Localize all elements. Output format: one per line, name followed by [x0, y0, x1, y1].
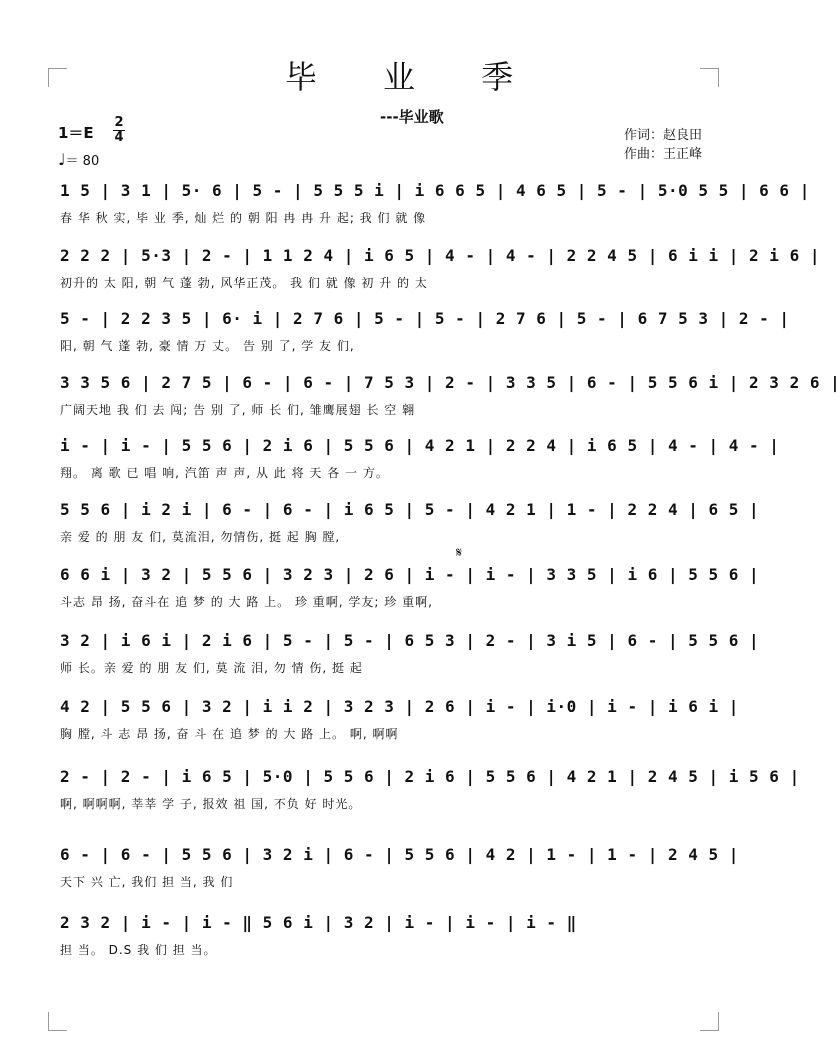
key-signature: 1＝E: [58, 124, 94, 142]
notes-line: 2 3 2 | i - | i - ‖ 5 6 i | 3 2 | i - | i - | i - ‖: [60, 913, 577, 932]
notes-line: i - | i - | 5 5 6 | 2 i 6 | 5 5 6 | 4 2 1 | 2 2 4 | i 6 5 | 4 - | 4 - |: [60, 436, 780, 455]
lyrics-line: 翔。 离 歌 已 唱 响, 汽笛 声 声, 从 此 将 天 各 一 方。: [60, 466, 389, 480]
lyrics-line: 胸 膛, 斗 志 昂 扬, 奋 斗 在 追 梦 的 大 路 上。 啊, 啊啊: [60, 727, 399, 741]
time-signature-top: 2: [114, 115, 124, 130]
notes-line: 6 - | 6 - | 5 5 6 | 3 2 i | 6 - | 5 5 6 | 4 2 | 1 - | 1 - | 2 4 5 |: [60, 845, 739, 864]
notes-line: 2 2 2 | 5·3 | 2 - | 1 1 2 4 | i 6 5 | 4 - | 4 - | 2 2 4 5 | 6 i i | 2 i 6 |: [60, 246, 820, 265]
score-system-10: [60, 764, 800, 818]
lyrics-line: 春 华 秋 实, 毕 业 季, 灿 烂 的 朝 阳 冉 冉 升 起; 我 们 就 像: [60, 211, 427, 225]
composer-credit: 作曲：王正峰: [624, 147, 703, 162]
crop-mark-bottom-left: [48, 1012, 67, 1031]
score-system-1: [60, 178, 810, 232]
notes-line: 5 - | 2 2 3 5 | 6· i | 2 7 6 | 5 - | 5 - | 2 7 6 | 5 - | 6 7 5 3 | 2 - |: [60, 309, 790, 328]
lyrics-line: 师 长。亲 爱 的 朋 友 们, 莫 流 泪, 勿 情 伤, 挺 起: [60, 661, 363, 675]
notes-line: 3 3 5 6 | 2 7 5 | 6 - | 6 - | 7 5 3 | 2 - | 3 3 5 | 6 - | 5 5 6 i | 2 3 2 6 |: [60, 373, 840, 392]
notes-line: 4 2 | 5 5 6 | 3 2 | i i 2 | 3 2 3 | 2 6 | i - | i·0 | i - | i 6 i |: [60, 697, 739, 716]
lyricist-credit: 作词：赵良田: [624, 128, 703, 143]
lyrics-line: 斗志 昂 扬, 奋斗在 追 梦 的 大 路 上。 珍 重啊, 学友; 珍 重啊,: [60, 595, 433, 609]
song-title: 毕 业 季: [284, 58, 542, 96]
quarter-note-icon: ♩: [58, 150, 66, 169]
score-system-4: [60, 370, 840, 424]
credits: [624, 126, 702, 164]
tempo-marking: [58, 150, 99, 169]
lyrics-line: 啊, 啊啊啊, 莘莘 学 子, 报效 祖 国, 不负 好 时光。: [60, 797, 362, 811]
tempo-value: ＝ 80: [65, 154, 100, 169]
score-system-3: [60, 306, 790, 360]
score-system-8: [60, 628, 760, 682]
lyrics-line: 天下 兴 亡, 我们 担 当, 我 们: [60, 875, 234, 889]
lyrics-line: 广阔天地 我 们 去 闯; 告 别 了, 师 长 们, 雏鹰展翅 长 空 翱: [60, 403, 416, 417]
notes-line: 1 5 | 3 1 | 5· 6 | 5 - | 5 5 5 i | i 6 6 5 | 4 6 5 | 5 - | 5·0 5 5 | 6 6 |: [60, 181, 810, 200]
lyrics-line: 初升的 太 阳, 朝 气 蓬 勃, 风华正茂。 我 们 就 像 初 升 的 太: [60, 276, 428, 290]
segno-icon: 𝄋: [456, 545, 463, 561]
notes-line: 2 - | 2 - | i 6 5 | 5·0 | 5 5 6 | 2 i 6 | 5 5 6 | 4 2 1 | 2 4 5 | i 5 6 |: [60, 767, 800, 786]
score-system-5: [60, 433, 780, 487]
song-subtitle: ---毕业歌: [380, 108, 444, 126]
lyrics-line: 亲 爱 的 朋 友 们, 莫流泪, 勿情伤, 挺 起 胸 膛,: [60, 530, 341, 544]
crop-mark-bottom-right: [700, 1012, 719, 1031]
time-signature: [113, 116, 125, 145]
score-system-12: [60, 910, 722, 964]
score-system-7: [60, 562, 760, 616]
notes-line: 5 5 6 | i 2 i | 6 - | 6 - | i 6 5 | 5 - | 4 2 1 | 1 - | 2 2 4 | 6 5 |: [60, 500, 760, 519]
lyrics-line: 阳, 朝 气 蓬 勃, 豪 情 万 丈。 告 别 了, 学 友 们,: [60, 339, 355, 353]
lyrics-line: 担 当。 D.S 我 们 担 当。: [60, 943, 217, 957]
score-system-11: [60, 842, 739, 896]
notes-line: 3 2 | i 6 i | 2 i 6 | 5 - | 5 - | 6 5 3 | 2 - | 3 i 5 | 6 - | 5 5 6 |: [60, 631, 760, 650]
notes-line: 6 6 i | 3 2 | 5 5 6 | 3 2 3 | 2 6 | i - | i - | 3 3 5 | i 6 | 5 5 6 |: [60, 565, 760, 584]
score-system-2: [60, 243, 820, 297]
time-signature-bottom: 4: [114, 130, 124, 145]
score-system-9: [60, 694, 739, 748]
score-system-6: [60, 497, 760, 551]
